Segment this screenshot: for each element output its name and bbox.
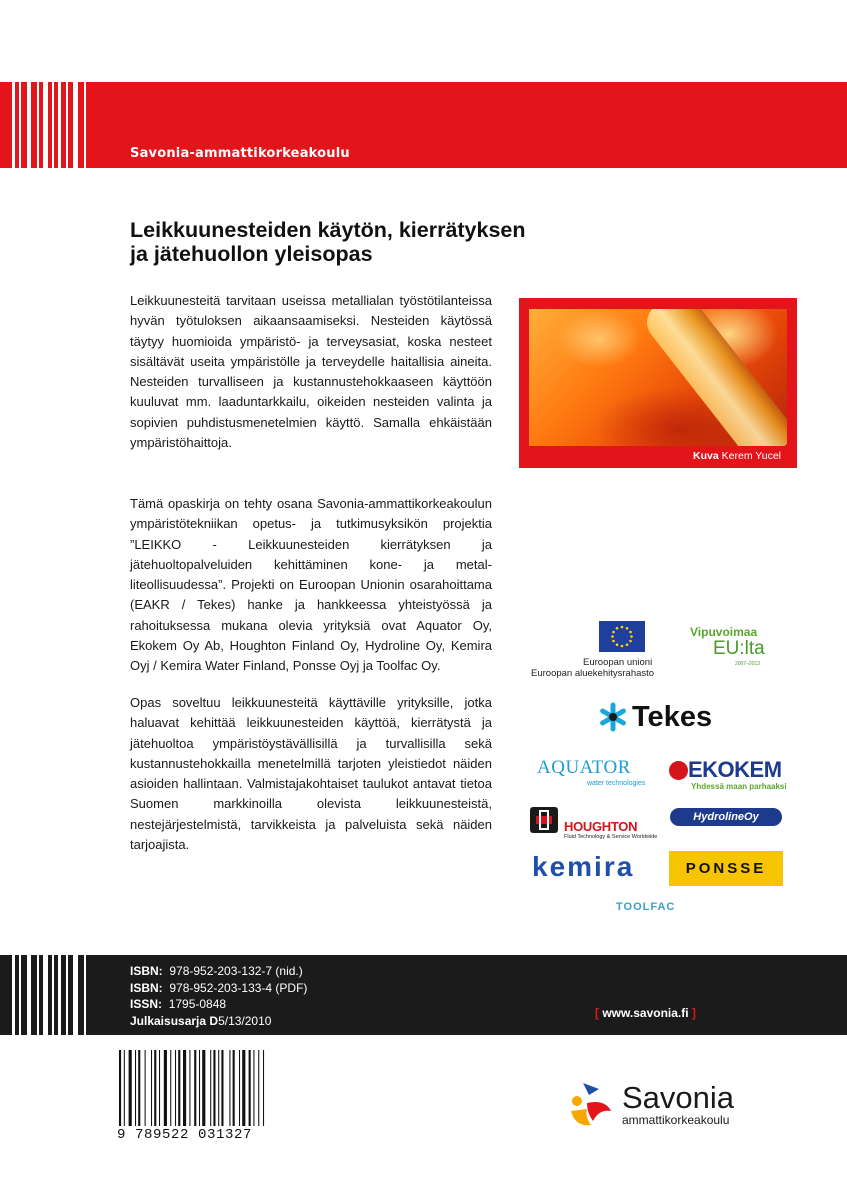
header-stripes	[0, 82, 100, 168]
houghton-logo: HOUGHTON	[564, 819, 638, 834]
savonia-logo-icon	[565, 1081, 615, 1129]
publication-info	[130, 963, 307, 1029]
savonia-name: Savonia	[622, 1080, 735, 1115]
kemira-logo: kemira	[532, 851, 635, 882]
vipuvoimaa-years: 2007–2013	[735, 661, 761, 667]
tekes-logo: Tekes	[632, 701, 713, 733]
tekes-star-icon	[598, 702, 628, 732]
ponsse-logo: PONSSE	[669, 851, 783, 886]
vipuvoimaa-logo: Vipuvoimaa	[690, 625, 758, 639]
photo-caption: Kuva Kerem Yucel	[693, 450, 781, 462]
footer-band	[0, 955, 847, 1035]
header-band	[0, 82, 847, 168]
cover-photo	[519, 298, 797, 468]
issn: ISSN: 1795-0848	[130, 997, 227, 1011]
paragraph-2: Tämä opaskirja on tehty osana Savonia-ammattikorkeakoulun ympäristötekniikan opetus- ja tutkimusyksikön projektia ”LEIKKO - Leikkuunesteiden kierrätyksen ja jätehuoltopalveluiden kehittäminen kone- ja metalliteollisuudessa”. Projekti on Euroopan Unionin osarahoittama (EAKR / Tekes) hanke ja hankkeessa yhteistyössä ja rahoituksessa mukana olevia yrityksiä ovat Aquator Oy, Ekokem Oy Ab, Houghton Finland Oy, Hydroline Oy, Kemira Oyj / Kemira Water Finland, Ponsse Oyj ja Toolfac Oy.	[130, 496, 492, 674]
drill-image	[529, 309, 787, 446]
eu-fund-label: Euroopan aluekehitysrahasto	[531, 668, 655, 679]
houghton-tagline: Fluid Technology & Service Worldwide	[564, 834, 658, 840]
paragraph-1: Leikkuunesteitä tarvitaan useissa metallialan työstötilanteissa hyvän työtuloksen aikaansaamiseksi. Nesteiden käytössä täytyy huomioida ympäristö- ja terveysasiat, koska nesteet sisältävät useita ympäristölle ja terveydelle haitallisia aineita. Nesteiden turvalliseen ja kustannustehokkaaseen käyttöön kuuluvat mm. laaduntarkkailu, oikeiden nesteiden valinta ja sopivien puhdistusmenetelmien käyttö. Samalla ehkäistään ympäristöhaittoja.	[130, 293, 492, 451]
hydroline-logo: HydrolineOy	[670, 808, 782, 826]
toolfac-logo: TOOLFAC	[616, 901, 676, 913]
ekokem-logo: EKOKEM	[688, 757, 782, 782]
aquator-tagline: water technologies	[587, 780, 646, 787]
ekokem-icon	[669, 761, 688, 780]
barcode	[117, 1050, 272, 1130]
vipuvoimaa-eu: EU:lta	[713, 638, 765, 659]
website-link[interactable]: [ www.savonia.fi ]	[595, 1006, 696, 1020]
savonia-subtitle: ammattikorkeakoulu	[622, 1113, 730, 1127]
title-line-2: ja jätehuollon yleisopas	[130, 242, 373, 266]
institution-name: Savonia-ammattikorkeakoulu	[130, 146, 350, 161]
footer-stripes	[0, 955, 100, 1035]
isbn-print: ISBN: 978-952-203-132-7 (nid.)	[130, 964, 303, 978]
paragraph-3: Opas soveltuu leikkuunesteitä käyttäville yrityksille, jotka haluavat kehittää leikkuunesteiden käyttöä, kierrätystä ja jätehuoltoa ympäristöystävällisillä ja turvallisilla sekä kustannustehokkailla menetelmillä tarjoten yleistiedot näiden asioiden hallintaan. Valmistajakohtaiset taulukot antavat tietoa Suomen markkinoilla olevista leikkuunesteistä, nestejärjestelmistä, tarvikkeista ja palveluista sekä näiden tarjoajista.	[130, 695, 492, 853]
houghton-icon	[530, 807, 558, 833]
eu-label: Euroopan unioni	[583, 657, 653, 668]
book-title	[130, 218, 570, 266]
aquator-logo: AQUATOR	[537, 757, 631, 778]
eu-flag-icon	[599, 621, 645, 652]
series: Julkaisusarja D5/13/2010	[130, 1013, 272, 1028]
ekokem-tagline: Yhdessä maan parhaaksi	[691, 782, 787, 791]
barcode-number: 9 789522 031327	[117, 1127, 253, 1143]
title-line-1: Leikkuunesteiden käytön, kierrätyksen	[130, 218, 526, 242]
isbn-pdf: ISBN: 978-952-203-133-4 (PDF)	[130, 980, 308, 995]
